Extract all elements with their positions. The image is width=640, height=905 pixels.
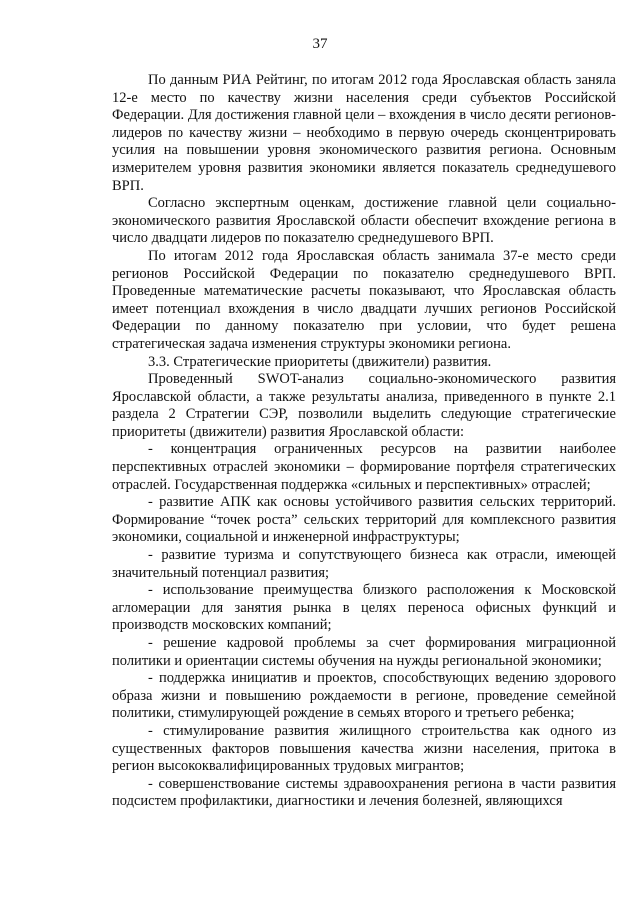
paragraph: По итогам 2012 года Ярославская область занимала 37-е место среди регионов Российской Федерации по показателю среднедушевого ВРП. Проведенные математические расчеты показывают, что Ярославская область имеет потенциал вхождения в число двадцати лучших регионов Российской Федерации по данному показателю при условии, что будет решена стратегическая задача изменения структуры экономики региона. <box>112 247 616 352</box>
list-item: - концентрация ограниченных ресурсов на развитии наиболее перспективных отраслей экономики – формирование портфеля стратегических отраслей. Государственная поддержка «сильных и перспективных» отраслей; <box>112 441 616 493</box>
section-intro: Проведенный SWOT-анализ социально-экономического развития Ярославской области, а также результаты анализа, приведенного в пункте 2.1 раздела 2 Стратегии СЭР, позволили выделить следующие стратегические приоритеты (движители) развития Ярославской области: <box>112 371 616 440</box>
list-item: - совершенствование системы здравоохранения региона в части развития подсистем профилактики, диагностики и лечения болезней, являющихся <box>112 775 616 810</box>
list-item: - развитие АПК как основы устойчивого развития сельских территорий. Формирование “точек роста” сельских территорий для комплексного развития экономики, социальной и инженерной инфраструктуры; <box>112 494 616 546</box>
list-item: - стимулирование развития жилищного строительства как одного из существенных факторов повышения качества жизни населения, притока в регион высококвалифицированных трудовых мигрантов; <box>112 722 616 775</box>
list-item: - использование преимущества близкого расположения к Московской агломерации для занятия рынка в целях переноса офисных функций и производств московских компаний; <box>112 582 616 634</box>
list-item: - развитие туризма и сопутствующего бизнеса как отрасли, имеющей значительный потенциал развития; <box>112 547 616 581</box>
paragraph: По данным РИА Рейтинг, по итогам 2012 года Ярославская область заняла 12-е место по качеству жизни населения среди субъектов Российской Федерации. Для достижения главной цели – вхождения в число десяти регионов-лидеров по качеству жизни – необходимо в первую очередь сконцентрировать усилия на повышении уровня экономического развития региона. Основным измерителем уровня развития экономики является показатель среднедушевого ВРП. <box>112 72 616 194</box>
list-item: - решение кадровой проблемы за счет формирования миграционной политики и ориентации системы обучения на нужды региональной экономики; <box>112 635 616 669</box>
page-number: 37 <box>312 36 328 52</box>
section-heading: 3.3. Стратегические приоритеты (движители) развития. <box>148 353 492 370</box>
list-item: - поддержка инициатив и проектов, способствующих ведению здорового образа жизни и повышению рождаемости в регионе, проведение семейной политики, стимулирующей рождение в семьях второго и третьего ребенка; <box>112 670 616 722</box>
paragraph: Согласно экспертным оценкам, достижение главной цели социально-экономического развития Ярославской области обеспечит вхождение региона в число двадцати лидеров по показателю среднедушевого ВРП. <box>112 195 616 247</box>
body-text <box>112 72 616 811</box>
